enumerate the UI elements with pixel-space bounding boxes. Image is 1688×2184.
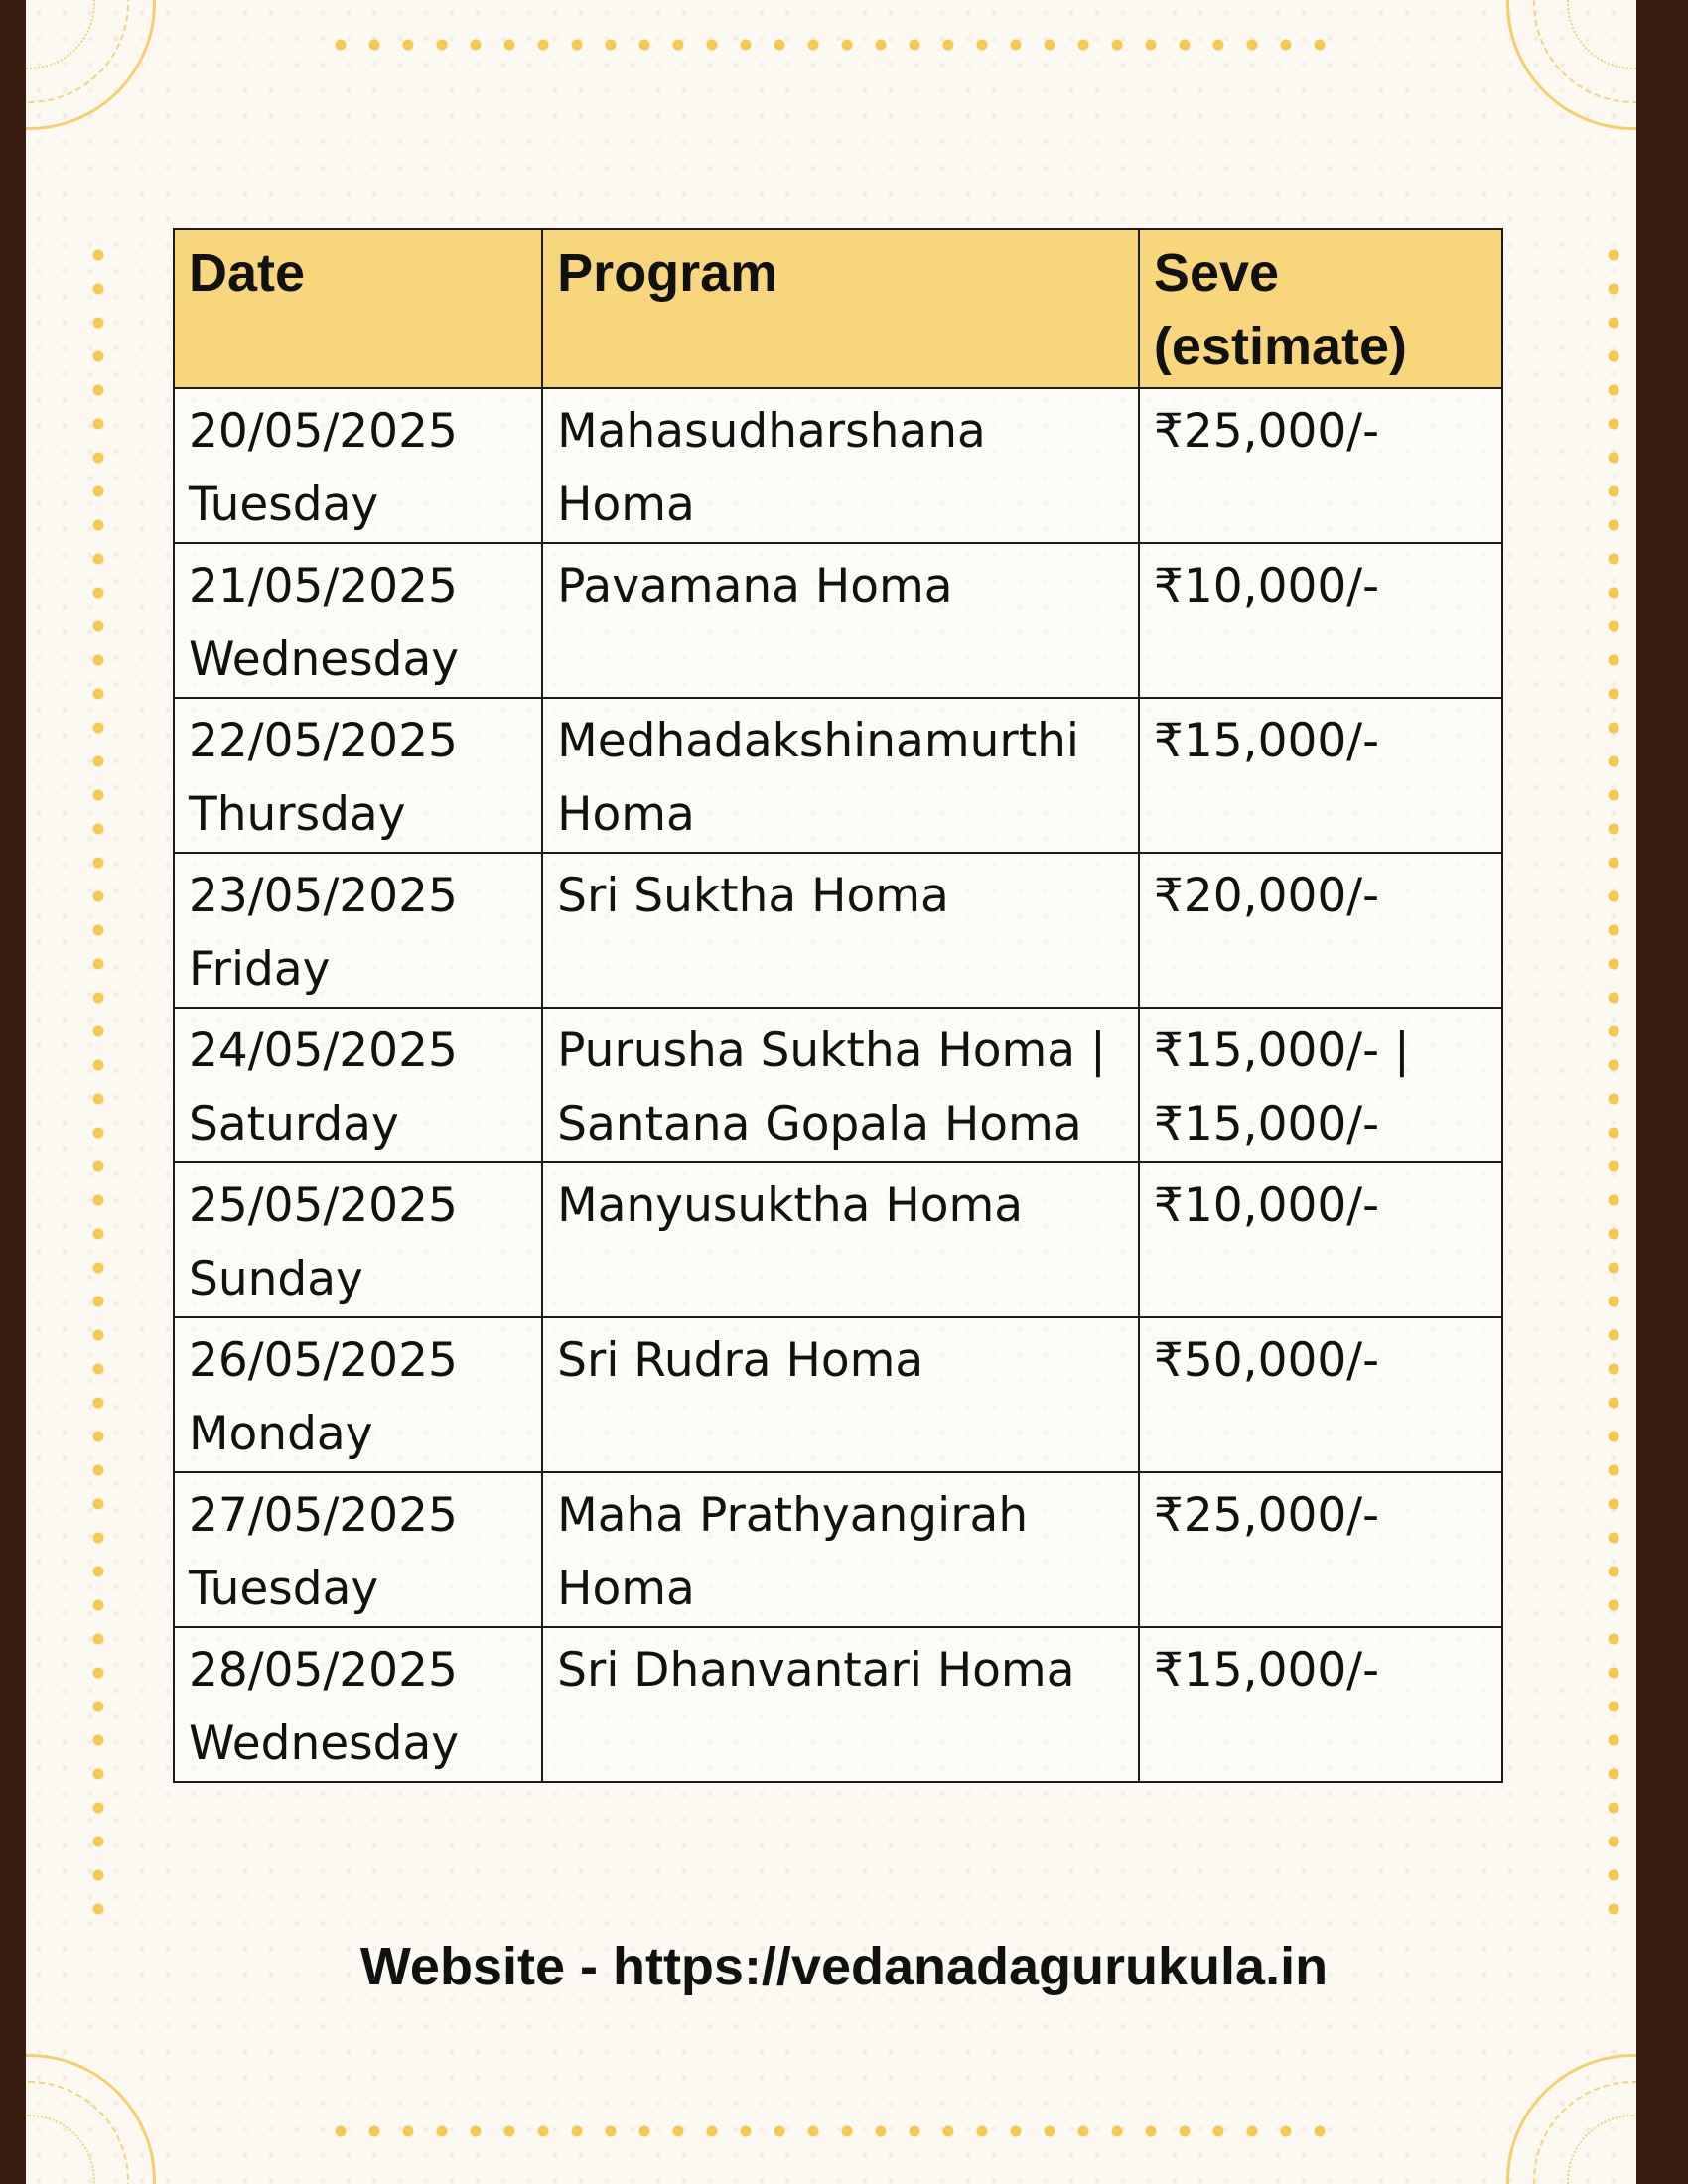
decorative-border-left: [89, 238, 107, 1926]
seve-cell: [1139, 1472, 1502, 1627]
decorative-border-right: [1605, 238, 1622, 1926]
seve-amount: ₹25,000/-: [1153, 1488, 1380, 1543]
website-link: Website - https://vedanadagurukula.in: [359, 1937, 1329, 1996]
table-row: [174, 1008, 1502, 1162]
program-name: Sri Dhanvantari Homa: [557, 1643, 1075, 1698]
program-cell: [542, 698, 1139, 853]
weekday-value: Thursday: [189, 787, 406, 842]
seve-amount: ₹10,000/-: [1153, 559, 1380, 614]
date-cell: [174, 1162, 542, 1317]
date-value: 24/05/2025: [189, 1024, 458, 1078]
seve-cell: [1139, 1317, 1502, 1472]
program-name: Maha Prathyangirah: [557, 1488, 1029, 1543]
seve-cell: [1139, 1162, 1502, 1317]
seve-amount: ₹10,000/-: [1153, 1178, 1380, 1233]
date-value: 21/05/2025: [189, 559, 458, 614]
date-value: 25/05/2025: [189, 1178, 458, 1233]
program-name: Homa: [557, 787, 695, 842]
seve-amount: ₹20,000/-: [1153, 869, 1380, 923]
seve-amount: ₹15,000/- |: [1153, 1024, 1410, 1078]
decorative-border-bottom: [324, 2122, 1338, 2140]
program-name: Manyusuktha Homa: [557, 1178, 1024, 1233]
program-cell: [542, 1008, 1139, 1162]
program-cell: [542, 1317, 1139, 1472]
date-value: 20/05/2025: [189, 404, 458, 459]
weekday-value: Wednesday: [189, 1716, 460, 1771]
schedule-table: [173, 228, 1503, 1783]
table-row: [174, 1162, 1502, 1317]
program-name: Sri Rudra Homa: [557, 1333, 924, 1388]
program-name: Homa: [557, 1562, 695, 1616]
table-row: [174, 1472, 1502, 1627]
seve-amount: ₹15,000/-: [1153, 1097, 1380, 1152]
seve-cell: [1139, 1627, 1502, 1782]
date-cell: [174, 388, 542, 543]
weekday-value: Tuesday: [189, 1562, 379, 1616]
date-value: 23/05/2025: [189, 869, 458, 923]
program-name: Santana Gopala Homa: [557, 1097, 1082, 1152]
seve-amount: ₹25,000/-: [1153, 404, 1380, 459]
date-cell: [174, 1317, 542, 1472]
seve-cell: [1139, 853, 1502, 1008]
seve-amount: ₹50,000/-: [1153, 1333, 1380, 1388]
header-date: Date: [174, 229, 542, 388]
program-cell: [542, 543, 1139, 698]
date-value: 27/05/2025: [189, 1488, 458, 1543]
table-row: [174, 388, 1502, 543]
program-cell: [542, 388, 1139, 543]
header-program: Program: [542, 229, 1139, 388]
corner-mandala-ornament: [26, 2054, 156, 2184]
header-seve: [1139, 229, 1502, 388]
weekday-value: Sunday: [189, 1252, 363, 1306]
program-name: Pavamana Homa: [557, 559, 953, 614]
seve-amount: ₹15,000/-: [1153, 714, 1380, 768]
table-row: [174, 1317, 1502, 1472]
date-cell: [174, 853, 542, 1008]
table-row: [174, 853, 1502, 1008]
weekday-value: Friday: [189, 942, 331, 997]
table-header-row: [174, 229, 1502, 388]
program-cell: [542, 1162, 1139, 1317]
program-cell: [542, 1472, 1139, 1627]
weekday-value: Tuesday: [189, 478, 379, 532]
weekday-value: Wednesday: [189, 632, 460, 687]
date-value: 22/05/2025: [189, 714, 458, 768]
date-value: 28/05/2025: [189, 1643, 458, 1698]
program-cell: [542, 1627, 1139, 1782]
program-cell: [542, 853, 1139, 1008]
date-value: 26/05/2025: [189, 1333, 458, 1388]
seve-amount: ₹15,000/-: [1153, 1643, 1380, 1698]
header-seve-line1: Seve: [1153, 243, 1280, 303]
table-row: [174, 1627, 1502, 1782]
program-name: Purusha Suktha Homa |: [557, 1024, 1106, 1078]
date-cell: [174, 1627, 542, 1782]
date-cell: [174, 543, 542, 698]
seve-cell: [1139, 543, 1502, 698]
decorative-border-top: [324, 36, 1338, 54]
weekday-value: Monday: [189, 1407, 373, 1461]
table-row: [174, 698, 1502, 853]
date-cell: [174, 698, 542, 853]
corner-mandala-ornament: [1506, 2054, 1636, 2184]
corner-mandala-ornament: [26, 0, 156, 130]
program-name: Mahasudharshana: [557, 404, 986, 459]
date-cell: [174, 1472, 542, 1627]
program-name: Sri Suktha Homa: [557, 869, 949, 923]
table-row: [174, 543, 1502, 698]
seve-cell: [1139, 388, 1502, 543]
program-name: Medhadakshinamurthi: [557, 714, 1079, 768]
corner-mandala-ornament: [1506, 0, 1636, 130]
seve-cell: [1139, 1008, 1502, 1162]
weekday-value: Saturday: [189, 1097, 399, 1152]
seve-cell: [1139, 698, 1502, 853]
header-seve-line2: (estimate): [1153, 317, 1407, 376]
date-cell: [174, 1008, 542, 1162]
program-name: Homa: [557, 478, 695, 532]
